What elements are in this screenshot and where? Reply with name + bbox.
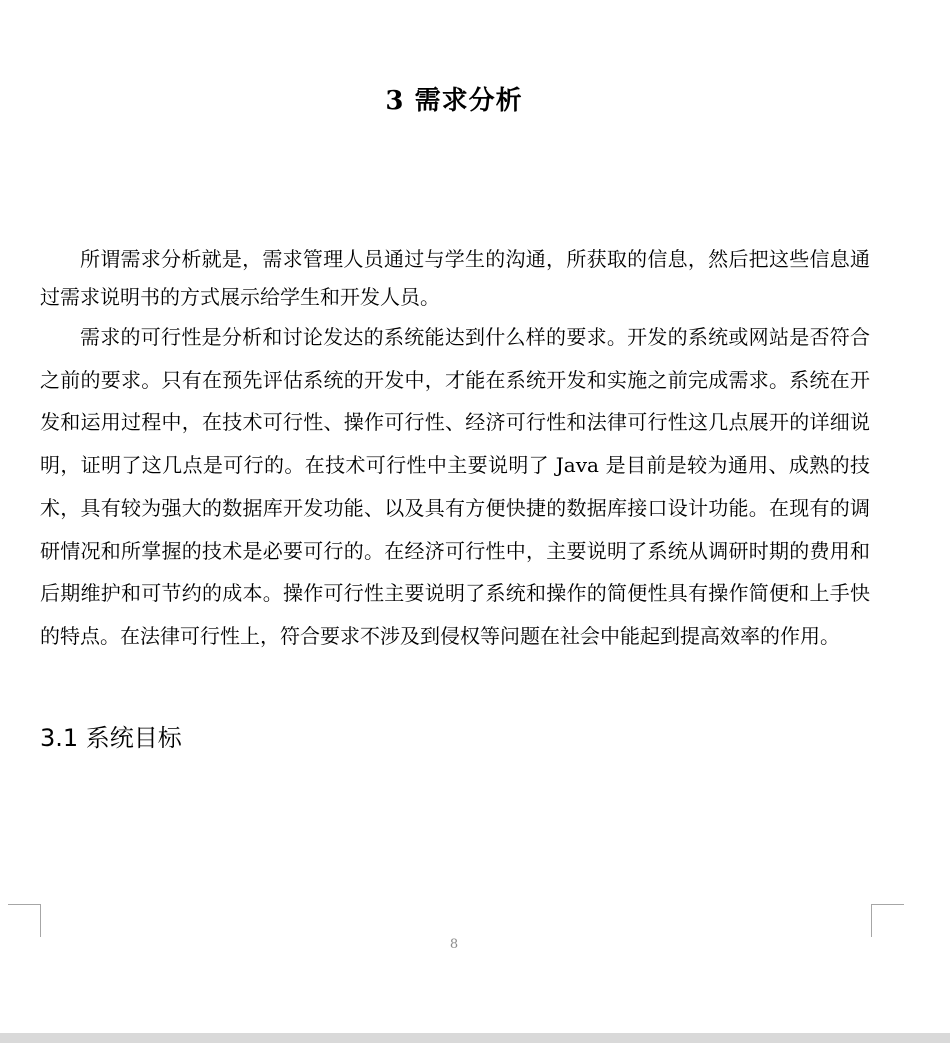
paragraph-feasibility: 需求的可行性是分析和讨论发达的系统能达到什么样的要求。开发的系统或网站是否符合之前的要求。只有在预先评估系统的开发中，才能在系统开发和实施之前完成需求。系统在开发和运用过程中，在技术可行性、操作可行性、经济可行性和法律可行性这几点展开的详细说明，证明了这几点是可行的。在技术可行性中主要说明了 Java 是目前是较为通用、成熟的技术，具有较为强大的数据库开发功能、以及具有方便快捷的数据库接口设计功能。在现有的调研情况和所掌握的技术是必要可行的。在经济可行性中，主要说明了系统从调研时期的费用和后期维护和可节约的成本。操作可行性主要说明了系统和操作的简便性具有操作简便和上手快的特点。在法律可行性上，符合要求不涉及到侵权等问题在社会中能起到提高效率的作用。 — [40, 325, 870, 648]
margin-corner-mark-left — [8, 904, 41, 937]
page-number: 8 — [449, 937, 459, 952]
body-text — [40, 240, 870, 658]
paragraph-requirements-definition: 所谓需求分析就是，需求管理人员通过与学生的沟通，所获取的信息，然后把这些信息通过需求说明书的方式展示给学生和开发人员。 — [40, 247, 870, 309]
margin-corner-mark-right — [871, 904, 904, 937]
page-gap-strip — [0, 1033, 950, 1043]
chapter-title: 3 需求分析 — [385, 86, 523, 116]
section-heading: 3.1 系统目标 — [40, 724, 182, 752]
